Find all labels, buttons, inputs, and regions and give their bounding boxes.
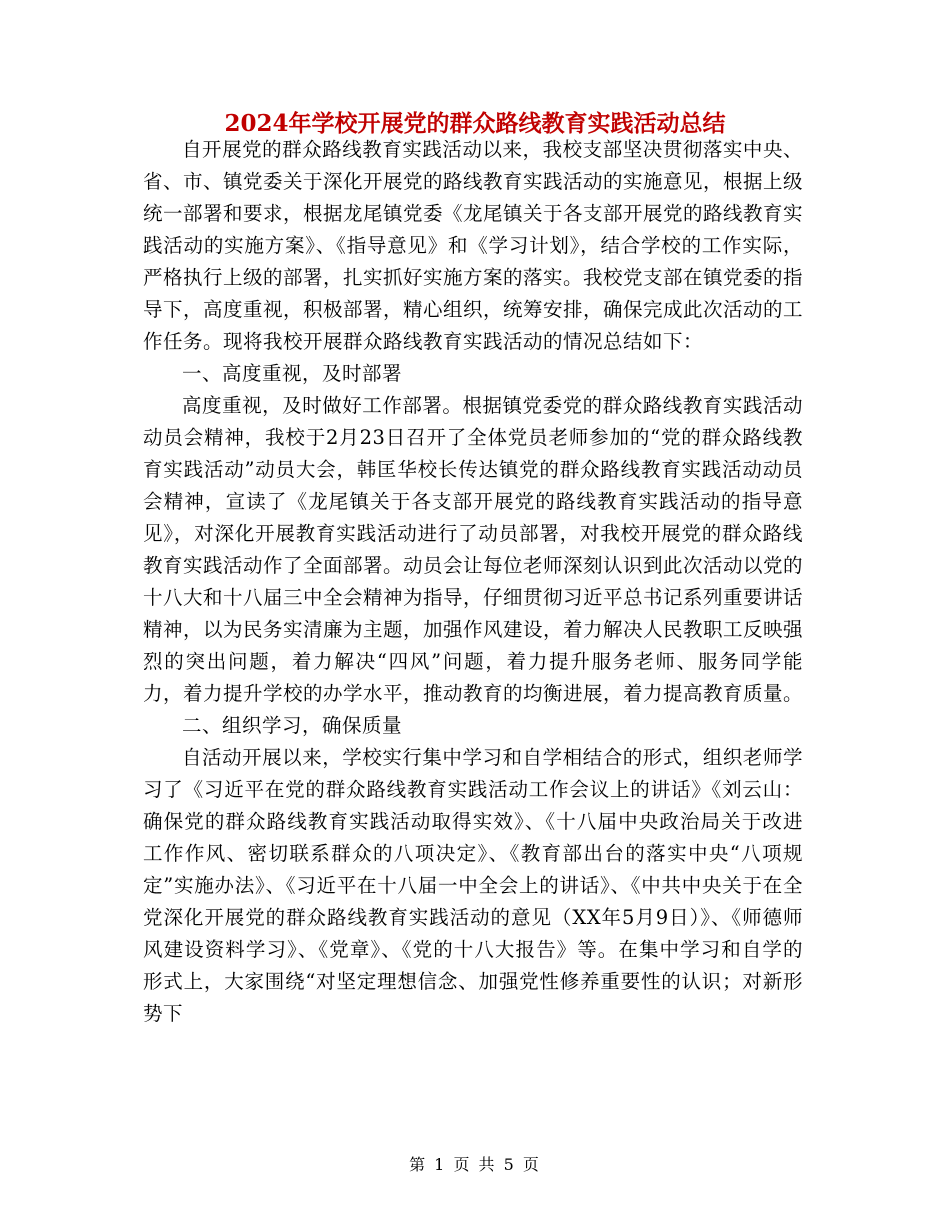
section-heading-1: 一、高度重视，及时部署 bbox=[182, 362, 403, 385]
paragraph-section-1: 高度重视，及时做好工作部署。根据镇党委党的群众路线教育实践活动动员会精神，我校于2月23日召开了全体党员老师参加的“党的群众路线教育实践活动”动员大会，韩匡华校长传达镇党的群众路线教育实践活动动员会精神，宣读了《龙尾镇关于各支部开展党的路线教育实践活动的指导意见》，对深化开展教育实践活动进行了动员部署，对我校开展党的群众路线教育实践活动作了全面部署。动员会让每位老师深刻认识到此次活动以党的十八大和十八届三中全会精神为指导，仔细贯彻习近平总书记系列重要讲话精神，以为民务实清廉为主题，加强作风建设，着力解决人民教职工反映强烈的突出问题，着力解决“四风”问题，着力提升服务老师、服务同学能力，着力提升学校的办学水平，推动教育的均衡进展，着力提高教育质量。 bbox=[143, 394, 804, 705]
section-heading-2: 二、组织学习，确保质量 bbox=[182, 714, 403, 737]
paragraph-section-2: 自活动开展以来，学校实行集中学习和自学相结合的形式，组织老师学习了《习近平在党的群众路线教育实践活动工作会议上的讲话》《刘云山：确保党的群众路线教育实践活动取得实效》、《十八届中央政治局关于改进工作作风、密切联系群众的八项决定》、《教育部出台的落实中央“八项规定”实施办法》、《习近平在十八届一中全会上的讲话》、《中共中央关于在全党深化开展党的群众路线教育实践活动的意见（XX年5月9日）》、《师德师风建设资料学习》、《党章》、《党的十八大报告》等。在集中学习和自学的形式上，大家围绕“对坚定理想信念、加强党性修养重要性的认识；对新形势下 bbox=[143, 746, 803, 1025]
page-footer: 第 1 页 共 5 页 bbox=[409, 1155, 541, 1174]
document-title: 2024年学校开展党的群众路线教育实践活动总结 bbox=[224, 110, 726, 137]
document-body bbox=[143, 134, 803, 1030]
paragraph-intro: 自开展党的群众路线教育实践活动以来，我校支部坚决贯彻落实中央、省、市、镇党委关于深化开展党的路线教育实践活动的实施意见，根据上级统一部署和要求，根据龙尾镇党委《龙尾镇关于各支部开展党的路线教育实践活动的实施方案》、《指导意见》和《学习计划》，结合学校的工作实际，严格执行上级的部署，扎实抓好实施方案的落实。我校党支部在镇党委的指导下，高度重视，积极部署，精心组织，统筹安排，确保完成此次活动的工作任务。现将我校开展群众路线教育实践活动的情况总结如下： bbox=[143, 138, 804, 353]
